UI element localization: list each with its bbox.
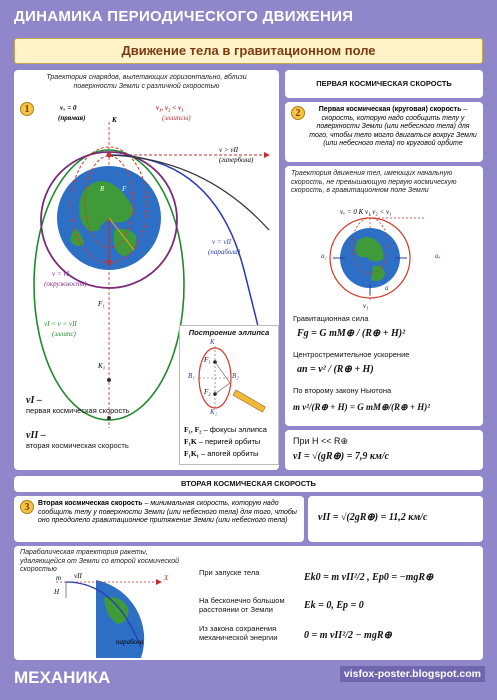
section-name: МЕХАНИКА [14,668,111,687]
circ-label-ax: aₓ [435,252,441,260]
label-ellipse-sub: (эллипс) [52,330,76,338]
eb-legend-text-1: – фокусы эллипса [201,425,267,434]
energy-label-3: Из закона сохранения механической энергии [199,624,278,642]
grav-formula: Fg = G mM⊕ / (R⊕ + H)² [297,328,406,339]
energy-label-2: На бесконечно большом расстоянии от Земли [199,596,285,614]
circ-label-a: a [385,284,389,292]
eb-legend-row-1 [184,424,267,436]
label-r: R [100,185,105,193]
circ-label-v1: v₁ [363,302,369,310]
eb-legend-sym-3: F₁K₁ [184,449,199,458]
energy-label-1: При запуске тела [199,568,260,577]
label-hyper-sub: (гипербола) [219,156,254,164]
first-speed-head-card [285,70,483,98]
eb-legend-row-3 [184,448,267,460]
section-number-3: 3 [20,500,34,514]
eb-legend-sym-2: F₁K [184,437,197,446]
legend-v2-symbol: vII – [26,430,46,441]
label-parab-sub: (парабола) [208,248,241,256]
label-f1: F₁ [98,300,105,308]
first-speed-head: ПЕРВАЯ КОСМИЧЕСКАЯ СКОРОСТЬ [316,79,452,88]
label-k1: K₁ [98,362,106,370]
label-hyper: v > vII [219,146,239,154]
traj-caption: Траектория движения тел, имеющих начальную скорость, не превышающую первую космическую скорость, в гравитационном поле Земли [291,170,457,194]
label-k: K [112,116,117,124]
condition-text: При H << R⊕ [293,436,349,446]
second-speed-def-bold: Вторая космическая скорость [38,500,143,507]
label-ellipses: v₁, v₂ < v₁ [156,104,184,112]
eb-legend-row-2 [184,436,267,448]
eb-label-f1: F₁ [204,356,211,364]
second-speed-formula: vII = √(2gR⊕) = 11,2 км/с [318,512,428,523]
ellipse-construction-diagram [180,338,280,418]
newton-label: По второму закону Ньютона [293,386,392,395]
footer-url[interactable]: visfox-poster.blogspot.com [340,666,485,682]
energy-formula-2: Ek = 0, Ep = 0 [304,600,364,611]
first-speed-def-card [285,102,483,162]
label-circle: v = vI [52,270,69,278]
second-speed-head-card [14,476,483,492]
pb-label-h: H [54,588,60,596]
eb-legend [184,424,267,460]
second-speed-formula-card [308,496,483,542]
label-circle-sub: (окружность) [44,280,87,288]
section-number-1: 1 [20,102,34,116]
eb-label-k: K [210,338,215,346]
eb-legend-text-3: – апогей орбиты [198,449,259,458]
first-speed-formulas-card [285,166,483,426]
label-parab: v = vII [212,238,232,246]
subtitle-banner: Движение тела в гравитационном поле [14,38,483,64]
parabola-diagram [16,568,186,660]
first-speed-def [307,106,479,149]
second-speed-head: ВТОРАЯ КОСМИЧЕСКАЯ СКОРОСТЬ [181,479,316,488]
circ-top-label: vₓ = 0 K v₁ v₂ < v₁ [340,208,392,216]
second-speed-def-text: – минимальная скорость, которую надо сообщить телу у поверхности Земли (или небесного тела) для того, чтобы оно преодолело гравитационное притяжение Земли (или небесного тела) [38,500,297,524]
page-title: ДИНАМИКА ПЕРИОДИЧЕСКОГО ДВИЖЕНИЯ [14,8,354,25]
circular-orbit-diagram [285,206,483,306]
centr-formula: an = v² / (R⊕ + H) [297,364,374,375]
second-speed-def [38,500,300,526]
trajectory-card [14,70,279,470]
legend-v1 [26,395,130,415]
eb-legend-text-2: – перигей орбиты [196,437,261,446]
first-speed-def-text: – скорость, которую надо сообщить телу у поверхности Земли (или небесного тела) для того, чтобы тело могло двигаться вокруг Земли (или небесного тела) по круговой орбите [309,106,477,147]
centr-label: Центростремительное ускорение [293,350,410,359]
ellipse-box-title: Построение эллипса [188,328,270,337]
newton-formula: m v²/(R⊕ + H) = G mM⊕/(R⊕ + H)² [293,402,430,412]
circ-label-a1: a₁ [321,252,327,260]
first-speed-def-bold: Первая космическая (круговая) скорость [318,106,462,113]
legend-v2-text: вторая космическая скорость [26,441,129,450]
label-ellipse: vI < v < vII [44,320,77,328]
ellipse-construction-box [179,325,279,465]
legend-v1-symbol: vI – [26,395,42,406]
label-ellipses-sub: (эллипсы) [162,114,191,122]
trajectory-caption: Траектория снарядов, вылетающих горизонтально, вблизи поверхности Земли с различной скоростью [46,74,247,90]
eb-legend-sym-1: F₁, F₂ [184,425,202,434]
energy-formula-1: Ek0 = m vII²/2 , Ep0 = −mgR⊕ [304,572,434,583]
legend-v1-text: первая космическая скорость [26,406,130,415]
eb-label-k1: K₁ [210,408,218,416]
legend-v2 [26,430,129,450]
pb-label-v2: vII [74,572,82,580]
energy-formula-3: 0 = m vII²/2 − mgR⊕ [304,630,392,641]
parabola-caption: Параболическая траектория ракеты, удаляющейся от Земли со второй космической скоростью [20,549,180,573]
pb-label-m: m [56,574,62,582]
first-speed-result-card [285,430,483,470]
pb-label-x: X [164,574,169,582]
eb-label-f2: F₂ [204,388,211,396]
pb-label-parab: парабола [116,638,144,646]
first-speed-result: vI = √(gR⊕) = 7,9 км/с [293,451,390,462]
eb-label-b1: B₁ [188,372,195,380]
eb-label-b2: B₂ [232,372,239,380]
label-vx0-sub: (прямая) [58,114,86,122]
section-number-2: 2 [291,106,305,120]
label-f: F [122,185,127,193]
label-vx0: vₓ = 0 [60,104,77,112]
grav-label: Гравитационная сила [293,314,369,323]
second-speed-def-card [14,496,304,542]
parabola-card [14,546,483,660]
